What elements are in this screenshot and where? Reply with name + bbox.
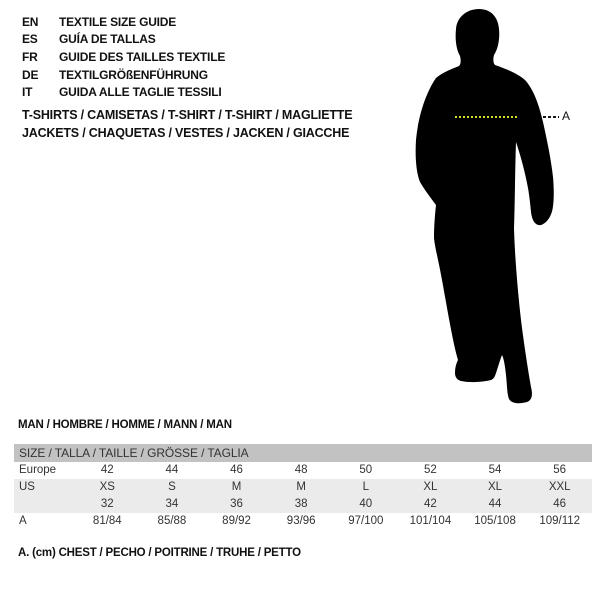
size-cell: 54 [488,464,502,476]
category-jackets: JACKETS / CHAQUETAS / VESTES / JACKEN / GIACCHE [22,125,350,140]
size-cell: 109/112 [539,515,581,527]
language-code: ES [22,32,38,47]
size-cell: 85/88 [157,515,187,527]
language-row-fr [22,48,225,66]
size-cell: XS [99,481,115,493]
size-cell: 36 [230,498,243,510]
language-code: DE [22,67,39,82]
language-code: IT [22,85,33,100]
table-row-chest-a [14,513,592,530]
size-cell: 50 [359,464,373,476]
row-label: Europe [19,464,57,476]
man-silhouette-icon [403,8,573,404]
language-code: EN [22,14,39,29]
section-title-man: MAN / HOMBRE / HOMME / MANN / MAN [18,419,232,431]
size-cell: 44 [165,464,179,476]
size-cell: 42 [424,498,437,510]
row-label [14,496,75,513]
size-cell: 32 [100,498,114,510]
size-cell: 81/84 [92,515,122,527]
size-cell: 93/96 [286,515,316,527]
category-list [22,107,352,142]
row-label: A [19,515,27,527]
language-title: GUÍA DE TALLAS [59,32,156,47]
measure-leader-line [543,116,559,118]
language-row-en [22,13,225,31]
size-cell: 89/92 [222,515,251,527]
language-title: GUIDE DES TAILLES TEXTILE [59,49,226,64]
size-cell: XL [423,481,438,493]
size-cell: 40 [359,498,373,510]
size-cell: 34 [165,498,179,510]
size-cell: 48 [294,464,308,476]
size-cell: S [168,481,176,493]
size-cell: 52 [424,464,437,476]
language-title: TEXTILGRÖßENFÜHRUNG [59,67,208,82]
size-cell: 44 [488,498,502,510]
size-table [14,444,592,530]
size-table-header: SIZE / TALLA / TAILLE / GRÖSSE / TAGLIA [14,444,592,462]
size-cell: 56 [553,464,567,476]
language-row-de [22,66,225,84]
size-cell: XXL [548,481,571,493]
size-cell: 105/108 [474,515,516,527]
language-list [22,13,225,101]
size-cell: L [362,481,370,493]
size-cell: 42 [100,464,114,476]
category-tshirts: T-SHIRTS / CAMISETAS / T-SHIRT / T-SHIRT / MAGLIETTE [22,108,353,122]
size-cell: 46 [230,464,243,476]
measurement-footnote: A. (cm) CHEST / PECHO / POITRINE / TRUHE / PETTO [18,547,301,559]
size-cell: 101/104 [409,515,452,527]
size-cell: XL [488,481,503,493]
table-row-europe [14,462,592,479]
size-cell: 38 [294,498,308,510]
measure-label-a: A [562,109,571,123]
language-row-it [22,83,225,101]
table-row-numeric [14,496,592,513]
size-cell: 97/100 [348,515,384,527]
language-row-es [22,31,225,49]
table-row-us [14,479,592,496]
size-cell: M [231,481,242,493]
language-title: GUIDA ALLE TAGLIE TESSILI [59,85,222,100]
size-cell: M [296,481,306,493]
language-code: FR [22,49,38,64]
language-title: TEXTILE SIZE GUIDE [59,14,177,29]
chest-measure-line [455,116,518,118]
row-label: US [19,481,35,493]
man-figure [403,8,573,404]
size-cell: 46 [553,498,567,510]
